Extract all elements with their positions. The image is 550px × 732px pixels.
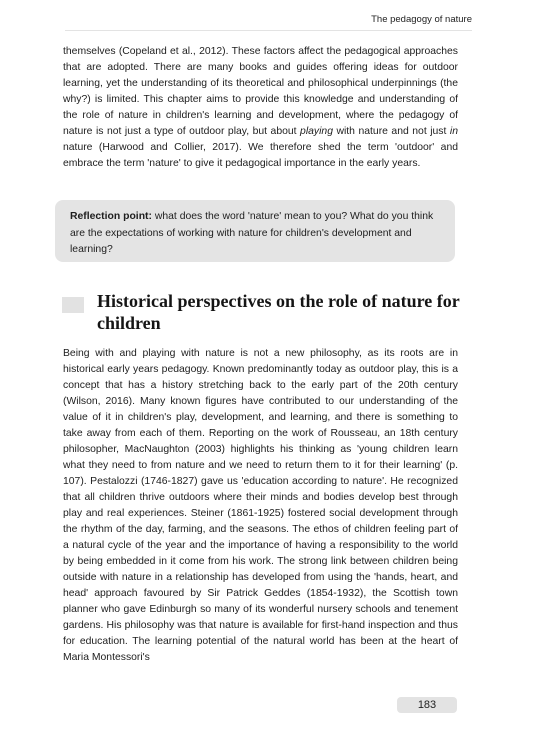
- reflection-label: Reflection point:: [70, 211, 152, 222]
- emphasis-playing: playing: [300, 126, 333, 137]
- reflection-text: [70, 209, 448, 259]
- page-number: 183: [397, 697, 457, 713]
- section-heading: Historical perspectives on the role of nature for children: [97, 291, 460, 333]
- header-rule: [65, 30, 472, 31]
- heading-marker: [62, 297, 84, 313]
- paragraph-text: nature (Harwood and Collier, 2017). We therefore shed the term 'outdoor' and embrace the term 'nature' to give it pedagogical importance in the early years.: [63, 142, 458, 169]
- emphasis-in: in: [449, 126, 458, 137]
- running-header: The pedagogy of nature: [371, 14, 472, 25]
- reflection-question: what does the word 'nature' mean to you? What do you think are the expectations of working with nature for children's development and learning?: [70, 211, 434, 255]
- paragraph-text: with nature and not just: [332, 126, 450, 137]
- body-paragraph-1: [63, 44, 458, 172]
- body-paragraph-2: Being with and playing with nature is not a new philosophy, as its roots are in historical early years pedagogy. Known predominantly today as outdoor play, this is a concept that has a history stretching back to the early part of the 20th century (Wilson, 2016). Many known figures have contributed to our understanding of the value of it in children's play, development, and learning, and there is something to take away from each of them. Reporting on the work of Rousseau, an 18th century philosopher, MacNaughton (2003) highlights his thinking as 'young children learn what they need to from nature and we need to return them to it for their learning' (p. 107). Pestalozzi (1746-1827) gave us 'education according to nature'. He recognized that all children thrive outdoors where their minds and bodies develop best through play and real experiences. Steiner (1861-1925) fostered social development through the rhythm of the day, farming, and the seasons. The ethos of children feeling part of a natural cycle of the year and the importance of having a responsibility to the world by being embedded in it come from his work. The strong link between children being outside with nature in a relationship has developed from using the 'hands, heart, and head' approach favoured by Sir Patrick Geddes (1854-1932), the Scottish town planner who gave Edinburgh so many of its wonderful nursery schools and tenement gardens. His philosophy was that nature is available for first-hand inspection and thus for education. The learning potential of the natural world has been at the heart of Maria Montessori's: [63, 348, 458, 663]
- paragraph-text: themselves (Copeland et al., 2012). These factors affect the pedagogical approaches that are adopted. There are many books and guides offering ideas for outdoor learning, yet the understanding of its theoretical and philosophical underpinnings (the why?) is limited. This chapter aims to provide this knowledge and understanding of the role of nature in children's learning and development, where the pedagogy of nature is not just a type of outdoor play, but about: [63, 46, 458, 137]
